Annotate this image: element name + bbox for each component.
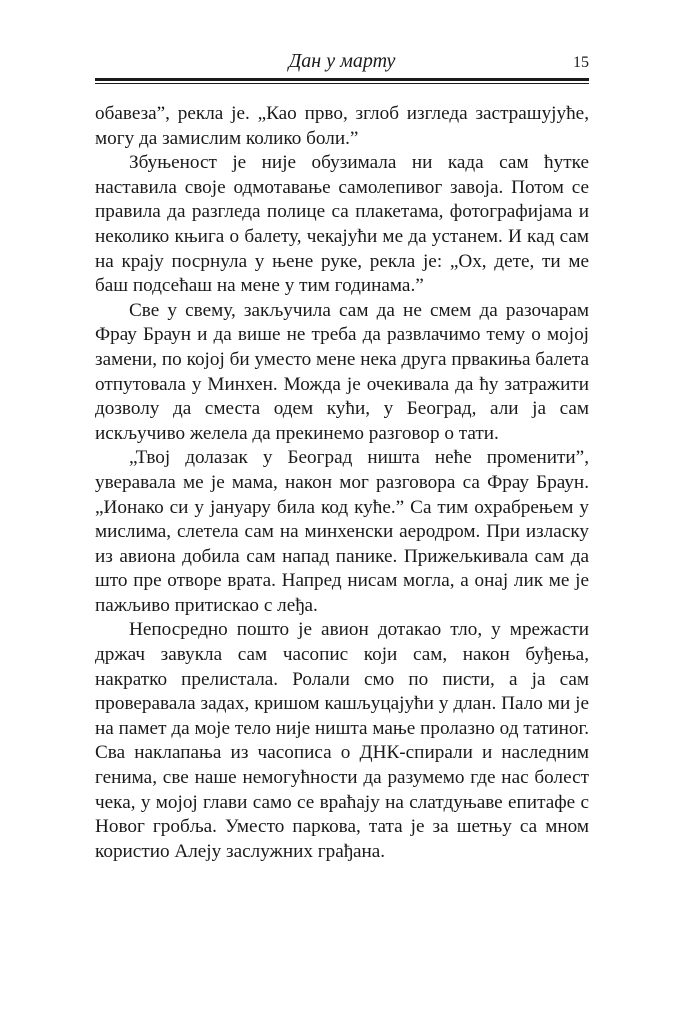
book-page xyxy=(95,48,589,864)
paragraph-continuation: обавеза”, рекла је. „Као прво, зглоб изгледа застрашујуће, могу да замислим колико боли.” xyxy=(95,103,589,149)
page-number: 15 xyxy=(573,54,589,71)
header-rule-thick xyxy=(95,78,589,81)
paragraph: Збуњеност је није обузимала ни када сам ћутке наставила своје одмотавање самолепивог завоја. Потом се правила да разгледа полице са плакетама, фотографијама и неколико књига о балету, чекајући ме да устанем. И кад сам на крају посрнула у њене руке, рекла је: „Ох, дете, ти ме баш подсећаш на мене у тим годинама.” xyxy=(95,152,589,297)
body-text xyxy=(95,102,589,864)
page-header xyxy=(95,48,589,76)
paragraph: Непосредно пошто је авион дотакао тло, у мрежасти држач завукла сам часопис који сам, након буђења, накратко прелистала. Ролали смо по писти, а ја сам проверавала задах, кришом кашљуцајући у длан. Пало ми је на памет да моје тело није ништа мање пролазно од татиног. Сва наклапања из часописа о ДНК-спирали и наследним генима, све наше немогућности да разумемо где нас болест чека, у мојој глави само се враћају на слатдуњаве епитафе с Новог гробља. Уместо паркова, тата је за шетњу са мном користио Алеју заслужних грађана. xyxy=(95,619,589,862)
running-title: Дан у марту xyxy=(288,50,396,72)
paragraph: „Твој долазак у Београд ништа неће променити”, уверавала ме је мама, након мог разговора са Фрау Браун. „Ионако си у јануару била код куће.” Са тим охрабрењем у мислима, слетела сам на минхенски аеродром. При изласку из авиона добила сам напад панике. Прижељкивала сам да што пре отворе врата. Напред нисам могла, а онај лик ме је пажљиво притискао с леђа. xyxy=(95,447,589,616)
header-rule-thin xyxy=(95,83,589,84)
paragraph: Све у свему, закључила сам да не смем да разочарам Фрау Браун и да више не треба да развлачимо тему о мојој замени, по којој би уместо мене нека друга првакиња балета отпутовала у Минхен. Можда је очекивала да ћу затражити дозволу да сместа одем кући, у Београд, али ја сам искључиво желела да прекинемо разговор о тати. xyxy=(95,299,589,444)
